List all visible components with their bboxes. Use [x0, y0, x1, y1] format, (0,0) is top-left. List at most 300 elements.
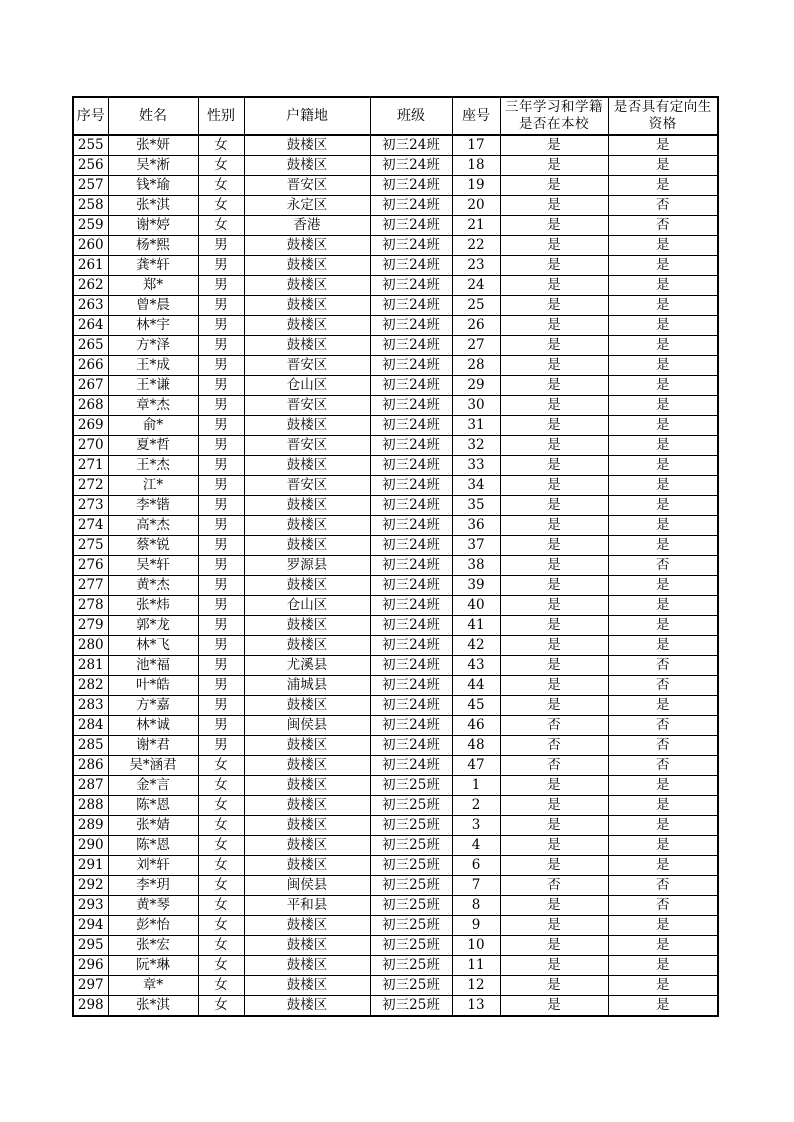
cell-study-enrollment: 是	[500, 836, 608, 856]
header-row	[73, 97, 718, 135]
cell-name: 阮*琳	[108, 956, 198, 976]
cell-name: 黄*杰	[108, 576, 198, 596]
cell-gender: 男	[198, 396, 244, 416]
cell-directed-qualification: 是	[608, 816, 718, 836]
table-row	[73, 456, 718, 476]
cell-seat: 43	[452, 656, 500, 676]
cell-name: 叶*皓	[108, 676, 198, 696]
cell-directed-qualification: 否	[608, 736, 718, 756]
cell-household: 鼓楼区	[244, 456, 370, 476]
cell-seq: 263	[73, 296, 108, 316]
cell-study-enrollment: 是	[500, 156, 608, 176]
cell-name: 夏*哲	[108, 436, 198, 456]
cell-class: 初三24班	[370, 536, 452, 556]
cell-study-enrollment: 是	[500, 196, 608, 216]
cell-directed-qualification: 否	[608, 656, 718, 676]
table-row	[73, 716, 718, 736]
header-class: 班级	[370, 97, 452, 135]
cell-seat: 37	[452, 536, 500, 556]
cell-directed-qualification: 是	[608, 776, 718, 796]
cell-seat: 41	[452, 616, 500, 636]
cell-directed-qualification: 是	[608, 936, 718, 956]
cell-seat: 45	[452, 696, 500, 716]
cell-gender: 男	[198, 736, 244, 756]
cell-name: 张*淇	[108, 996, 198, 1017]
cell-household: 鼓楼区	[244, 636, 370, 656]
cell-directed-qualification: 是	[608, 616, 718, 636]
cell-gender: 女	[198, 916, 244, 936]
cell-name: 方*泽	[108, 336, 198, 356]
cell-class: 初三24班	[370, 316, 452, 336]
cell-class: 初三25班	[370, 816, 452, 836]
cell-directed-qualification: 是	[608, 356, 718, 376]
cell-study-enrollment: 是	[500, 276, 608, 296]
cell-directed-qualification: 是	[608, 596, 718, 616]
cell-seq: 274	[73, 516, 108, 536]
cell-gender: 女	[198, 936, 244, 956]
cell-directed-qualification: 是	[608, 796, 718, 816]
cell-study-enrollment: 是	[500, 636, 608, 656]
table-row	[73, 556, 718, 576]
cell-household: 鼓楼区	[244, 536, 370, 556]
cell-seq: 287	[73, 776, 108, 796]
table-row	[73, 736, 718, 756]
cell-seat: 12	[452, 976, 500, 996]
cell-gender: 女	[198, 796, 244, 816]
cell-household: 鼓楼区	[244, 236, 370, 256]
cell-gender: 男	[198, 316, 244, 336]
table-row	[73, 256, 718, 276]
cell-study-enrollment: 否	[500, 876, 608, 896]
cell-name: 王*成	[108, 356, 198, 376]
cell-seq: 277	[73, 576, 108, 596]
table-row	[73, 135, 718, 156]
cell-household: 鼓楼区	[244, 756, 370, 776]
table-row	[73, 796, 718, 816]
cell-gender: 女	[198, 896, 244, 916]
cell-gender: 男	[198, 236, 244, 256]
cell-gender: 女	[198, 956, 244, 976]
cell-class: 初三24班	[370, 716, 452, 736]
cell-gender: 男	[198, 516, 244, 536]
cell-seat: 42	[452, 636, 500, 656]
cell-directed-qualification: 是	[608, 176, 718, 196]
cell-household: 平和县	[244, 896, 370, 916]
cell-household: 晋安区	[244, 176, 370, 196]
cell-name: 钱*瑜	[108, 176, 198, 196]
cell-directed-qualification: 是	[608, 456, 718, 476]
cell-name: 黄*琴	[108, 896, 198, 916]
cell-seq: 280	[73, 636, 108, 656]
cell-household: 鼓楼区	[244, 816, 370, 836]
cell-name: 金*言	[108, 776, 198, 796]
cell-study-enrollment: 否	[500, 736, 608, 756]
cell-seq: 268	[73, 396, 108, 416]
cell-seat: 39	[452, 576, 500, 596]
cell-study-enrollment: 是	[500, 476, 608, 496]
table-row	[73, 196, 718, 216]
cell-directed-qualification: 是	[608, 396, 718, 416]
cell-household: 鼓楼区	[244, 135, 370, 156]
table-row	[73, 276, 718, 296]
header-study-enrollment: 三年学习和学籍是否在本校	[500, 97, 608, 135]
cell-directed-qualification: 否	[608, 196, 718, 216]
cell-seat: 9	[452, 916, 500, 936]
cell-gender: 男	[198, 576, 244, 596]
cell-household: 闽侯县	[244, 876, 370, 896]
cell-seat: 24	[452, 276, 500, 296]
cell-directed-qualification: 是	[608, 976, 718, 996]
cell-gender: 男	[198, 716, 244, 736]
cell-study-enrollment: 否	[500, 756, 608, 776]
cell-class: 初三24班	[370, 756, 452, 776]
cell-gender: 男	[198, 696, 244, 716]
cell-name: 吴*涵君	[108, 756, 198, 776]
cell-household: 鼓楼区	[244, 996, 370, 1017]
cell-class: 初三24班	[370, 696, 452, 716]
cell-gender: 女	[198, 856, 244, 876]
cell-household: 鼓楼区	[244, 696, 370, 716]
cell-name: 曾*晨	[108, 296, 198, 316]
table-row	[73, 336, 718, 356]
cell-seq: 298	[73, 996, 108, 1017]
cell-seq: 294	[73, 916, 108, 936]
cell-class: 初三25班	[370, 876, 452, 896]
cell-household: 鼓楼区	[244, 416, 370, 436]
cell-seat: 2	[452, 796, 500, 816]
cell-class: 初三24班	[370, 436, 452, 456]
cell-directed-qualification: 是	[608, 135, 718, 156]
cell-class: 初三24班	[370, 736, 452, 756]
cell-seat: 19	[452, 176, 500, 196]
cell-name: 彭*怡	[108, 916, 198, 936]
cell-class: 初三24班	[370, 176, 452, 196]
table-row	[73, 996, 718, 1017]
cell-class: 初三24班	[370, 476, 452, 496]
cell-name: 刘*轩	[108, 856, 198, 876]
cell-seq: 260	[73, 236, 108, 256]
cell-seat: 25	[452, 296, 500, 316]
cell-class: 初三24班	[370, 676, 452, 696]
cell-seq: 282	[73, 676, 108, 696]
cell-household: 鼓楼区	[244, 316, 370, 336]
cell-class: 初三24班	[370, 636, 452, 656]
cell-seq: 291	[73, 856, 108, 876]
table-row	[73, 876, 718, 896]
cell-name: 张*宏	[108, 936, 198, 956]
cell-class: 初三25班	[370, 936, 452, 956]
table-row	[73, 656, 718, 676]
cell-class: 初三25班	[370, 956, 452, 976]
cell-study-enrollment: 是	[500, 436, 608, 456]
cell-household: 鼓楼区	[244, 916, 370, 936]
table-row	[73, 296, 718, 316]
cell-class: 初三25班	[370, 916, 452, 936]
cell-seat: 40	[452, 596, 500, 616]
cell-gender: 女	[198, 196, 244, 216]
cell-gender: 女	[198, 816, 244, 836]
cell-study-enrollment: 是	[500, 176, 608, 196]
table-row	[73, 776, 718, 796]
cell-class: 初三24班	[370, 296, 452, 316]
cell-household: 鼓楼区	[244, 616, 370, 636]
cell-study-enrollment: 是	[500, 536, 608, 556]
cell-seat: 27	[452, 336, 500, 356]
table-row	[73, 436, 718, 456]
table-row	[73, 616, 718, 636]
cell-class: 初三24班	[370, 416, 452, 436]
cell-seq: 289	[73, 816, 108, 836]
cell-study-enrollment: 是	[500, 856, 608, 876]
cell-seq: 297	[73, 976, 108, 996]
cell-name: 谢*君	[108, 736, 198, 756]
cell-seq: 270	[73, 436, 108, 456]
cell-seq: 258	[73, 196, 108, 216]
table-row	[73, 596, 718, 616]
cell-study-enrollment: 是	[500, 596, 608, 616]
cell-name: 李*锴	[108, 496, 198, 516]
cell-class: 初三24班	[370, 576, 452, 596]
cell-household: 永定区	[244, 196, 370, 216]
cell-seq: 276	[73, 556, 108, 576]
cell-household: 浦城县	[244, 676, 370, 696]
cell-study-enrollment: 是	[500, 696, 608, 716]
cell-gender: 男	[198, 596, 244, 616]
table-row	[73, 696, 718, 716]
header-gender: 性别	[198, 97, 244, 135]
cell-seat: 11	[452, 956, 500, 976]
cell-household: 鼓楼区	[244, 736, 370, 756]
cell-gender: 男	[198, 676, 244, 696]
cell-name: 吴*淅	[108, 156, 198, 176]
cell-study-enrollment: 是	[500, 556, 608, 576]
cell-seat: 36	[452, 516, 500, 536]
cell-seat: 38	[452, 556, 500, 576]
cell-directed-qualification: 否	[608, 716, 718, 736]
cell-study-enrollment: 是	[500, 996, 608, 1017]
cell-study-enrollment: 是	[500, 496, 608, 516]
table-row	[73, 976, 718, 996]
cell-directed-qualification: 是	[608, 496, 718, 516]
cell-gender: 男	[198, 376, 244, 396]
cell-name: 章*	[108, 976, 198, 996]
cell-study-enrollment: 是	[500, 256, 608, 276]
table-row	[73, 236, 718, 256]
cell-household: 尤溪县	[244, 656, 370, 676]
cell-seat: 47	[452, 756, 500, 776]
cell-class: 初三24班	[370, 496, 452, 516]
cell-study-enrollment: 是	[500, 135, 608, 156]
cell-seq: 284	[73, 716, 108, 736]
cell-directed-qualification: 是	[608, 436, 718, 456]
cell-directed-qualification: 否	[608, 676, 718, 696]
header-directed-qualification: 是否具有定向生资格	[608, 97, 718, 135]
cell-household: 鼓楼区	[244, 336, 370, 356]
header-seq: 序号	[73, 97, 108, 135]
cell-gender: 男	[198, 296, 244, 316]
cell-class: 初三25班	[370, 856, 452, 876]
cell-directed-qualification: 否	[608, 876, 718, 896]
cell-gender: 女	[198, 216, 244, 236]
cell-class: 初三24班	[370, 376, 452, 396]
cell-household: 鼓楼区	[244, 936, 370, 956]
cell-name: 陈*恩	[108, 836, 198, 856]
header-seat: 座号	[452, 97, 500, 135]
table-row	[73, 536, 718, 556]
cell-household: 鼓楼区	[244, 956, 370, 976]
cell-directed-qualification: 是	[608, 916, 718, 936]
cell-household: 鼓楼区	[244, 856, 370, 876]
cell-name: 江*	[108, 476, 198, 496]
cell-class: 初三24班	[370, 196, 452, 216]
cell-household: 香港	[244, 216, 370, 236]
cell-directed-qualification: 是	[608, 316, 718, 336]
cell-gender: 男	[198, 256, 244, 276]
cell-study-enrollment: 是	[500, 296, 608, 316]
cell-seq: 285	[73, 736, 108, 756]
cell-study-enrollment: 是	[500, 616, 608, 636]
cell-gender: 女	[198, 776, 244, 796]
cell-gender: 女	[198, 176, 244, 196]
table-row	[73, 476, 718, 496]
cell-name: 张*妍	[108, 135, 198, 156]
cell-name: 俞*	[108, 416, 198, 436]
cell-household: 鼓楼区	[244, 516, 370, 536]
cell-directed-qualification: 否	[608, 756, 718, 776]
cell-household: 鼓楼区	[244, 836, 370, 856]
cell-seq: 293	[73, 896, 108, 916]
cell-seq: 256	[73, 156, 108, 176]
cell-seat: 26	[452, 316, 500, 336]
cell-seq: 273	[73, 496, 108, 516]
cell-directed-qualification: 是	[608, 376, 718, 396]
cell-class: 初三24班	[370, 276, 452, 296]
cell-seat: 3	[452, 816, 500, 836]
table-row	[73, 216, 718, 236]
cell-study-enrollment: 是	[500, 956, 608, 976]
cell-seat: 28	[452, 356, 500, 376]
cell-gender: 女	[198, 756, 244, 776]
cell-study-enrollment: 是	[500, 216, 608, 236]
cell-class: 初三24班	[370, 616, 452, 636]
cell-seat: 30	[452, 396, 500, 416]
cell-class: 初三24班	[370, 396, 452, 416]
cell-name: 郑*	[108, 276, 198, 296]
cell-seq: 295	[73, 936, 108, 956]
cell-directed-qualification: 是	[608, 276, 718, 296]
cell-class: 初三24班	[370, 216, 452, 236]
cell-study-enrollment: 是	[500, 676, 608, 696]
cell-directed-qualification: 是	[608, 256, 718, 276]
cell-study-enrollment: 是	[500, 776, 608, 796]
cell-name: 陈*恩	[108, 796, 198, 816]
cell-household: 罗源县	[244, 556, 370, 576]
student-qualification-table	[72, 96, 719, 1017]
cell-name: 张*婧	[108, 816, 198, 836]
cell-household: 鼓楼区	[244, 156, 370, 176]
cell-household: 仓山区	[244, 596, 370, 616]
cell-seat: 23	[452, 256, 500, 276]
cell-study-enrollment: 是	[500, 576, 608, 596]
cell-seq: 283	[73, 696, 108, 716]
cell-seat: 20	[452, 196, 500, 216]
cell-seq: 261	[73, 256, 108, 276]
table-row	[73, 176, 718, 196]
cell-directed-qualification: 否	[608, 216, 718, 236]
cell-seat: 33	[452, 456, 500, 476]
cell-seat: 13	[452, 996, 500, 1017]
cell-gender: 男	[198, 456, 244, 476]
cell-class: 初三24班	[370, 336, 452, 356]
cell-seat: 7	[452, 876, 500, 896]
cell-study-enrollment: 否	[500, 716, 608, 736]
cell-directed-qualification: 是	[608, 336, 718, 356]
cell-class: 初三24班	[370, 556, 452, 576]
cell-directed-qualification: 是	[608, 696, 718, 716]
cell-seq: 275	[73, 536, 108, 556]
table-row	[73, 816, 718, 836]
cell-seq: 290	[73, 836, 108, 856]
cell-study-enrollment: 是	[500, 416, 608, 436]
cell-class: 初三25班	[370, 996, 452, 1017]
cell-directed-qualification: 是	[608, 416, 718, 436]
cell-study-enrollment: 是	[500, 656, 608, 676]
table-row	[73, 496, 718, 516]
table-row	[73, 856, 718, 876]
cell-seat: 4	[452, 836, 500, 856]
cell-seq: 281	[73, 656, 108, 676]
cell-study-enrollment: 是	[500, 936, 608, 956]
cell-study-enrollment: 是	[500, 336, 608, 356]
cell-seat: 29	[452, 376, 500, 396]
cell-directed-qualification: 是	[608, 836, 718, 856]
cell-class: 初三25班	[370, 896, 452, 916]
cell-class: 初三24班	[370, 656, 452, 676]
cell-seat: 34	[452, 476, 500, 496]
table-row	[73, 916, 718, 936]
cell-directed-qualification: 是	[608, 636, 718, 656]
cell-seq: 259	[73, 216, 108, 236]
cell-household: 晋安区	[244, 396, 370, 416]
cell-household: 晋安区	[244, 356, 370, 376]
cell-seat: 31	[452, 416, 500, 436]
cell-name: 龚*轩	[108, 256, 198, 276]
cell-directed-qualification: 是	[608, 856, 718, 876]
cell-study-enrollment: 是	[500, 976, 608, 996]
cell-class: 初三24班	[370, 516, 452, 536]
cell-name: 吴*轩	[108, 556, 198, 576]
cell-class: 初三24班	[370, 356, 452, 376]
table-row	[73, 756, 718, 776]
cell-study-enrollment: 是	[500, 816, 608, 836]
cell-class: 初三25班	[370, 836, 452, 856]
cell-name: 林*诚	[108, 716, 198, 736]
cell-gender: 女	[198, 156, 244, 176]
cell-name: 高*杰	[108, 516, 198, 536]
cell-seat: 1	[452, 776, 500, 796]
cell-gender: 男	[198, 636, 244, 656]
cell-gender: 男	[198, 276, 244, 296]
cell-name: 林*飞	[108, 636, 198, 656]
cell-seq: 255	[73, 135, 108, 156]
cell-name: 方*嘉	[108, 696, 198, 716]
cell-class: 初三25班	[370, 796, 452, 816]
cell-seq: 292	[73, 876, 108, 896]
cell-seq: 264	[73, 316, 108, 336]
cell-seq: 265	[73, 336, 108, 356]
table-row	[73, 316, 718, 336]
cell-seq: 267	[73, 376, 108, 396]
